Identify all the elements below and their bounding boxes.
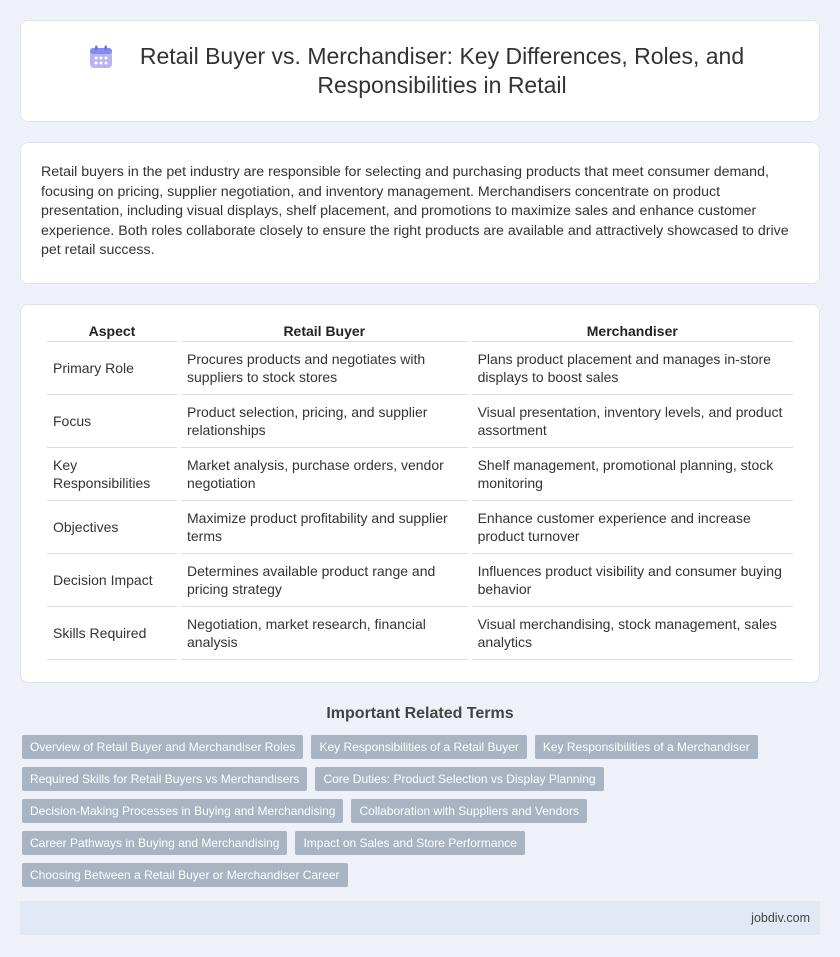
merchandiser-cell: Plans product placement and manages in-store displays to boost sales <box>472 342 793 395</box>
intro-card <box>20 142 820 284</box>
comparison-table-card <box>20 304 820 683</box>
aspect-cell: Primary Role <box>47 342 177 395</box>
header-aspect: Aspect <box>47 319 177 342</box>
header-merchandiser: Merchandiser <box>472 319 793 342</box>
intro-paragraph: Retail buyers in the pet industry are responsible for selecting and purchasing products that meet consumer demand, focusing on pricing, supplier negotiation, and inventory management. Merchandisers concentrate on product presentation, including visual displays, shelf placement, and promotions to maximize sales and enhance customer experience. Both roles collaborate closely to ensure the right products are available and attractively showcased to drive pet retail success. <box>41 164 789 258</box>
footer-site-link[interactable]: jobdiv.com <box>751 910 810 925</box>
related-term-tag[interactable]: Impact on Sales and Store Performance <box>295 831 524 855</box>
retail-buyer-cell: Product selection, pricing, and supplier relationships <box>181 395 468 448</box>
related-term-tag[interactable]: Required Skills for Retail Buyers vs Merchandisers <box>22 767 307 791</box>
related-term-tag[interactable]: Key Responsibilities of a Retail Buyer <box>311 735 526 759</box>
related-term-tag[interactable]: Choosing Between a Retail Buyer or Merchandiser Career <box>22 863 348 887</box>
aspect-cell: Focus <box>47 395 177 448</box>
aspect-cell: Key Responsibilities <box>47 448 177 501</box>
aspect-cell: Decision Impact <box>47 554 177 607</box>
retail-buyer-cell: Maximize product profitability and supplier terms <box>181 501 468 554</box>
related-term-tag[interactable]: Overview of Retail Buyer and Merchandiser Roles <box>22 735 303 759</box>
retail-buyer-cell: Negotiation, market research, financial analysis <box>181 607 468 660</box>
aspect-cell: Skills Required <box>47 607 177 660</box>
related-terms-section <box>0 705 840 887</box>
page-title: Retail Buyer vs. Merchandiser: Key Differences, Roles, and Responsibilities in Retail <box>139 43 745 98</box>
table-row <box>47 501 793 554</box>
table-row <box>47 448 793 501</box>
related-terms-tags <box>0 735 840 887</box>
related-term-tag[interactable]: Core Duties: Product Selection vs Display Planning <box>315 767 603 791</box>
comparison-table <box>43 319 797 660</box>
merchandiser-cell: Influences product visibility and consumer buying behavior <box>472 554 793 607</box>
related-terms-title: Important Related Terms <box>326 704 514 722</box>
merchandiser-cell: Visual merchandising, stock management, sales analytics <box>472 607 793 660</box>
retail-buyer-cell: Determines available product range and pricing strategy <box>181 554 468 607</box>
retail-buyer-cell: Procures products and negotiates with suppliers to stock stores <box>181 342 468 395</box>
calendar-icon <box>88 44 114 70</box>
table-row <box>47 554 793 607</box>
table-row <box>47 607 793 660</box>
aspect-cell: Objectives <box>47 501 177 554</box>
header-card <box>20 20 820 122</box>
table-row <box>47 342 793 395</box>
related-term-tag[interactable]: Career Pathways in Buying and Merchandising <box>22 831 287 855</box>
table-row <box>47 395 793 448</box>
related-term-tag[interactable]: Decision-Making Processes in Buying and Merchandising <box>22 799 343 823</box>
retail-buyer-cell: Market analysis, purchase orders, vendor negotiation <box>181 448 468 501</box>
merchandiser-cell: Enhance customer experience and increase product turnover <box>472 501 793 554</box>
header-retail-buyer: Retail Buyer <box>181 319 468 342</box>
merchandiser-cell: Shelf management, promotional planning, stock monitoring <box>472 448 793 501</box>
table-header-row <box>47 319 793 342</box>
related-term-tag[interactable]: Key Responsibilities of a Merchandiser <box>535 735 758 759</box>
merchandiser-cell: Visual presentation, inventory levels, and product assortment <box>472 395 793 448</box>
related-term-tag[interactable]: Collaboration with Suppliers and Vendors <box>351 799 586 823</box>
footer <box>20 901 820 935</box>
